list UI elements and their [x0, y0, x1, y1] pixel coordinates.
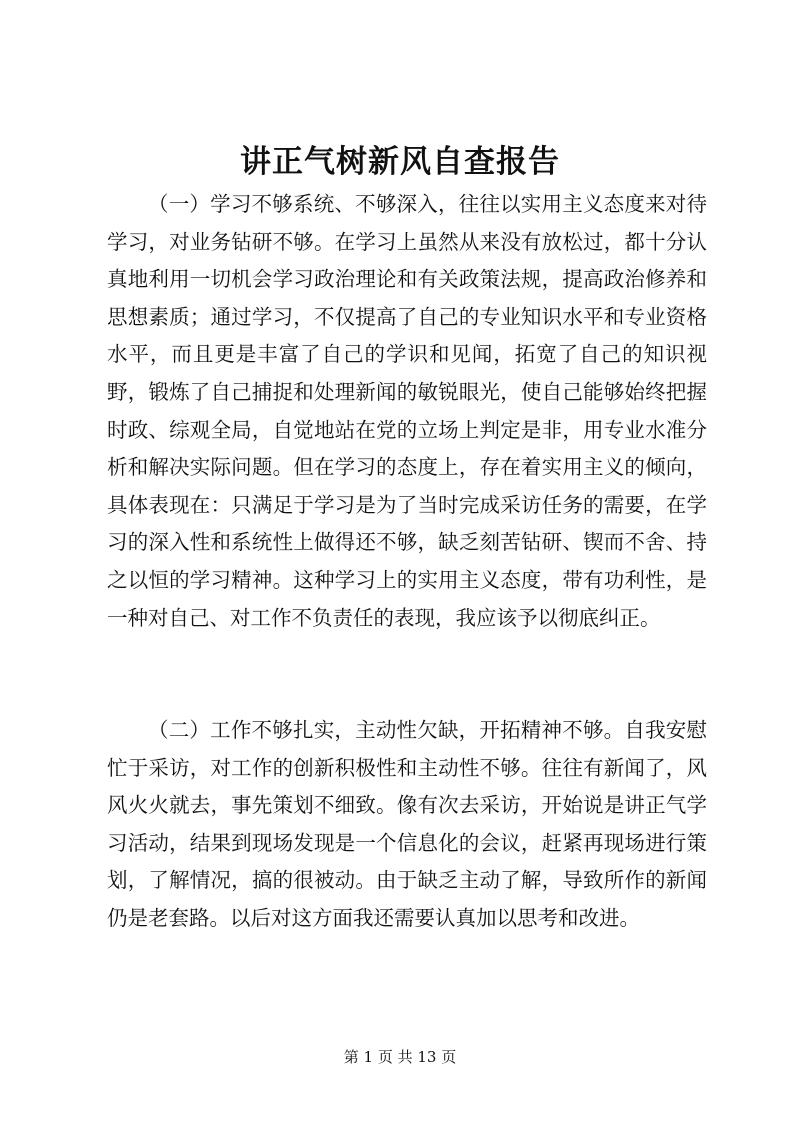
page-number-footer: 第 1 页 共 13 页: [343, 1048, 457, 1066]
document-title: 讲正气树新风自查报告: [240, 144, 560, 180]
paragraph-1: （一）学习不够系统、不够深入，往往以实用主义态度来对待学习，对业务钻研不够。在学习上虽然从来没有放松过，都十分认真地利用一切机会学习政治理论和有关政策法规，提高政治修养和思想素质；通过学习，不仅提高了自己的专业知识水平和专业资格水平，而且更是丰富了自己的学识和见闻，拓宽了自己的知识视野，锻炼了自己捕捉和处理新闻的敏锐眼光，使自己能够始终把握时政、综观全局，自觉地站在党的立场上判定是非，用专业水准分析和解决实际问题。但在学习的态度上，存在着实用主义的倾向，具体表现在：只满足于学习是为了当时完成采访任务的需要，在学习的深入性和系统性上做得还不够，缺乏刻苦钻研、锲而不舍、持之以恒的学习精神。这种学习上的实用主义态度，带有功利性，是一种对自己、对工作不负责任的表现，我应该予以彻底纠正。: [107, 192, 707, 630]
paragraph-2: （二）工作不够扎实，主动性欠缺，开拓精神不够。自我安慰忙于采访，对工作的创新积极性和主动性不够。往往有新闻了，风风火火就去，事先策划不细致。像有次去采访，开始说是讲正气学习活动，结果到现场发现是一个信息化的会议，赶紧再现场进行策划，了解情况，搞的很被动。由于缺乏主动了解，导致所作的新闻仍是老套路。以后对这方面我还需要认真加以思考和改进。: [107, 718, 707, 930]
